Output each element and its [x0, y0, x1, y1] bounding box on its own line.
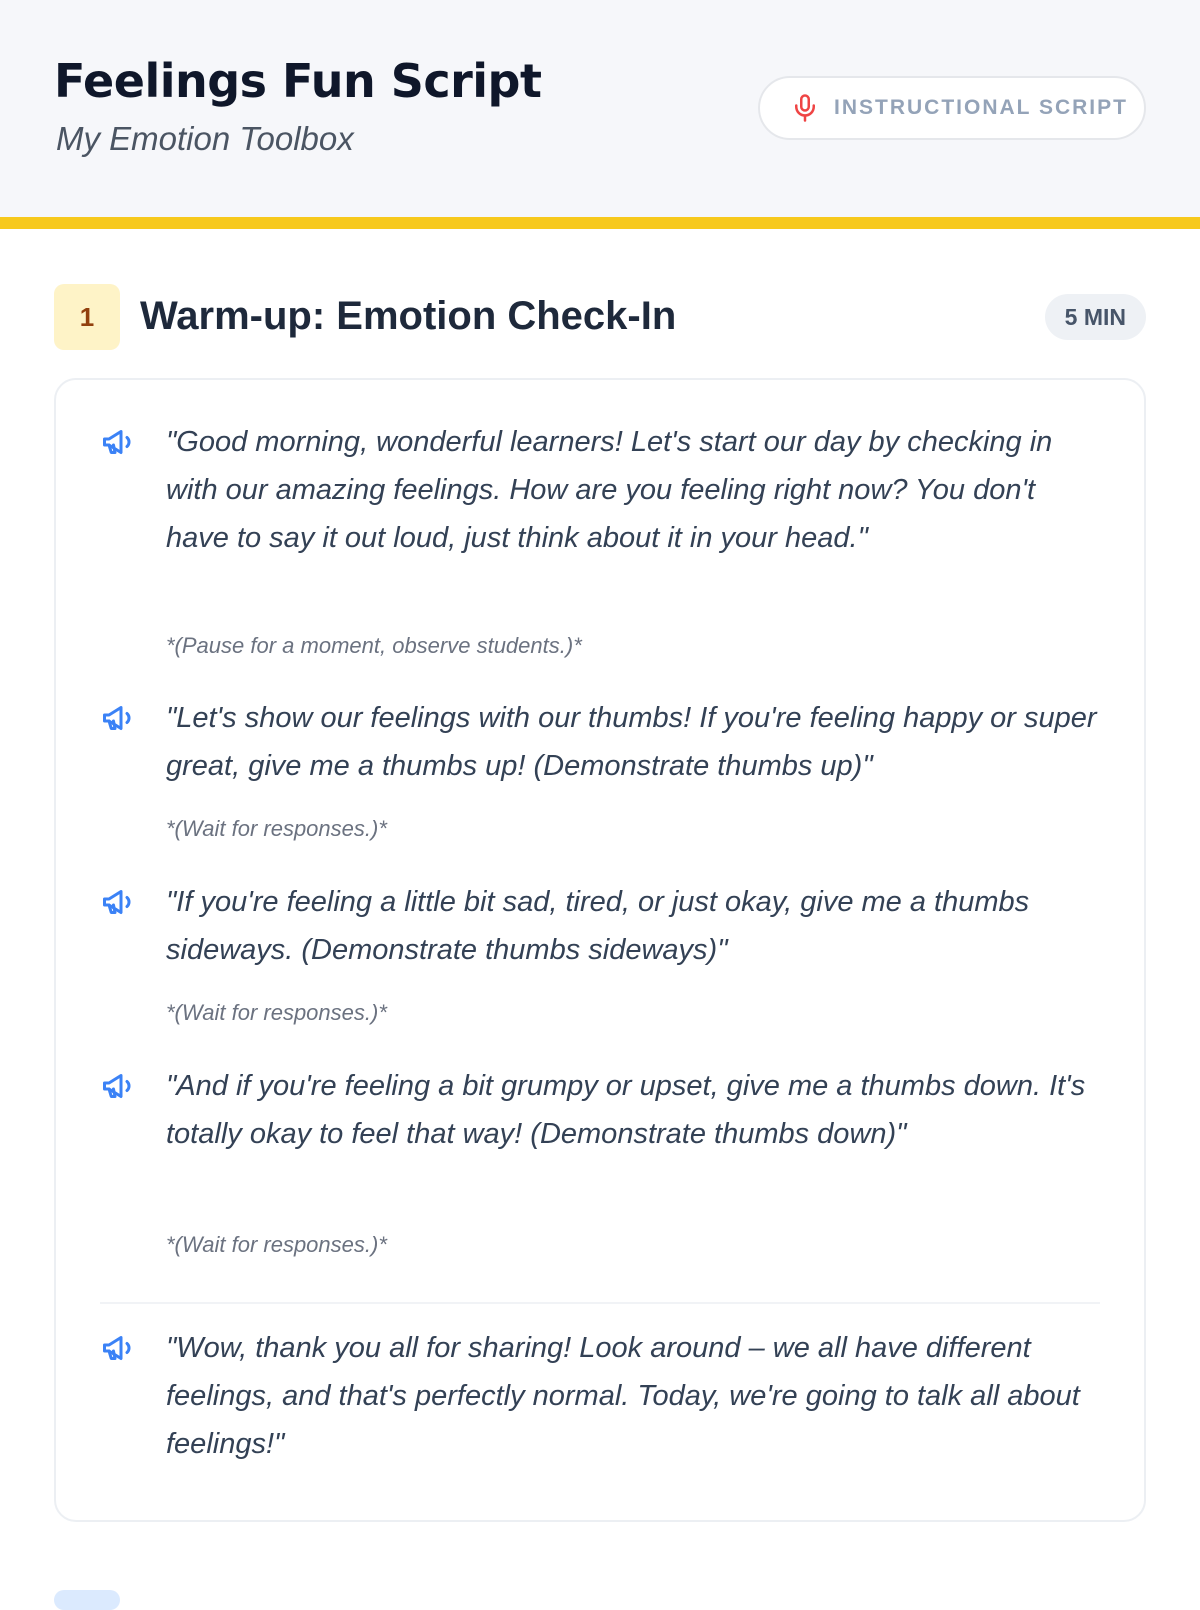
stage-direction: *(Wait for responses.)* — [166, 816, 387, 841]
page-subtitle: My Emotion Toolbox — [56, 120, 354, 157]
megaphone-icon — [100, 1330, 136, 1366]
microphone-icon — [790, 93, 820, 123]
megaphone-icon — [100, 424, 136, 460]
script-badge-label: INSTRUCTIONAL SCRIPT — [834, 96, 1128, 119]
stage-direction: *(Wait for responses.)* — [166, 1232, 387, 1257]
megaphone-icon — [100, 700, 136, 736]
stage-direction: *(Pause for a moment, observe students.)* — [166, 633, 582, 658]
script-line-text: "And if you're feeling a bit grumpy or upset, give me a thumbs down. It's totally okay to feel that way! (Demonstrate thumbs down)" — [166, 1070, 1086, 1150]
script-card — [54, 378, 1146, 1522]
page-header — [0, 0, 1200, 229]
stage-direction: *(Wait for responses.)* — [166, 1000, 387, 1025]
section-title: Warm-up: Emotion Check-In — [140, 294, 677, 338]
script-line-text: "Good morning, wonderful learners! Let's start our day by checking in with our amazing feelings. How are you feeling right now? You don't have to say it out loud, just think about it in your head." — [166, 426, 1053, 554]
megaphone-icon — [100, 884, 136, 920]
script-line-text: "Let's show our feelings with our thumbs! If you're feeling happy or super great, give me a thumbs up! (Demonstrate thumbs up)" — [166, 702, 1097, 782]
script-line-text: "If you're feeling a little bit sad, tired, or just okay, give me a thumbs sideways. (Demonstrate thumbs sideways)" — [166, 886, 1030, 966]
duration-badge: 5 MIN — [1045, 294, 1146, 340]
instructional-script-badge — [758, 76, 1146, 140]
section-number: 1 — [54, 284, 120, 350]
section-header — [54, 284, 1146, 350]
next-section-number — [54, 1590, 120, 1610]
script-line-text: "Wow, thank you all for sharing! Look around – we all have different feelings, and that's perfectly normal. Today, we're going to talk all about feelings!" — [166, 1332, 1080, 1460]
megaphone-icon — [100, 1068, 136, 1104]
page-title: Feelings Fun Script — [54, 54, 542, 108]
section-divider — [100, 1302, 1100, 1304]
